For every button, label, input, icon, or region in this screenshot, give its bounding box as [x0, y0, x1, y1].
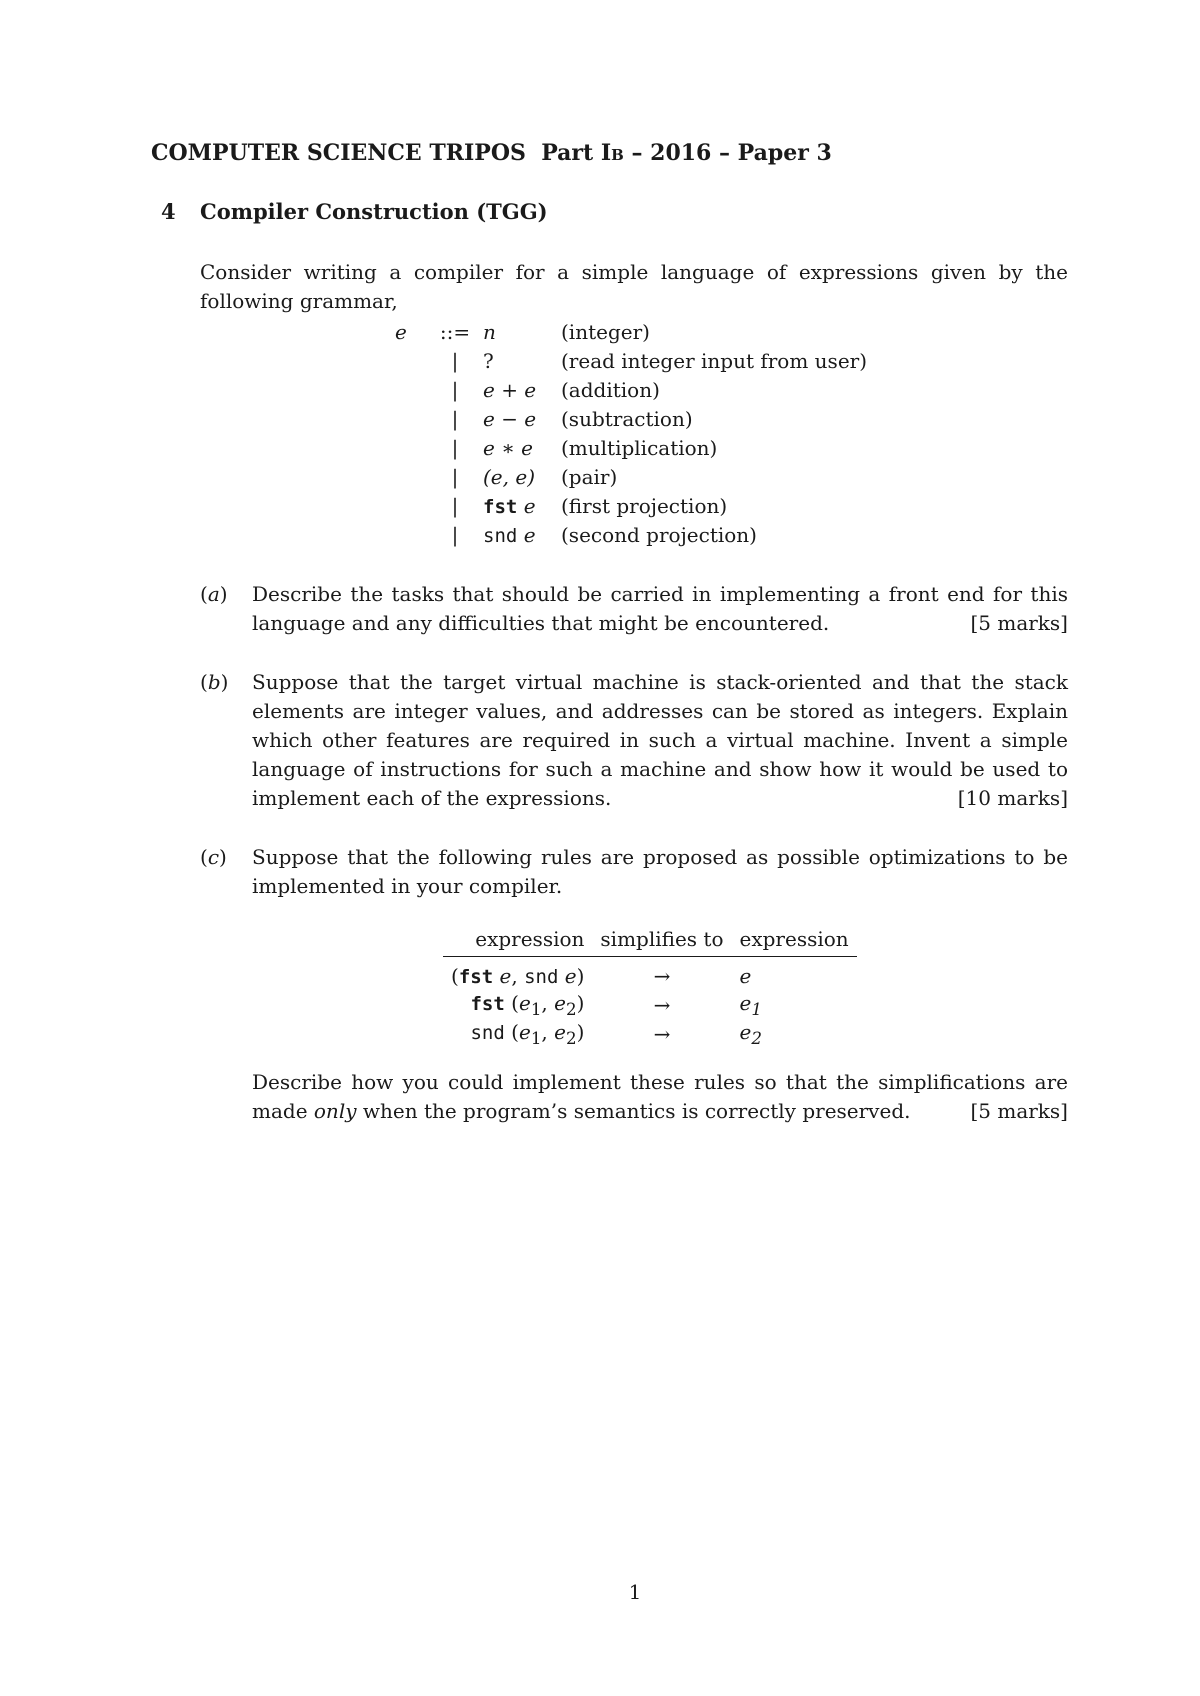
- part-b-label: (b): [200, 670, 229, 694]
- grammar-prod: e + e: [483, 377, 537, 402]
- grammar-prod: (e, e): [483, 464, 535, 489]
- rules-row: [443, 990, 857, 1019]
- grammar-row: [395, 346, 867, 375]
- grammar-row: [395, 520, 867, 549]
- grammar-desc: (multiplication): [561, 435, 718, 460]
- part-a-marks: [5 marks]: [970, 611, 1068, 635]
- grammar-desc: (integer): [561, 319, 650, 344]
- followup-after: when the program’s semantics is correctly preserved.: [356, 1099, 911, 1123]
- grammar-bar: |: [451, 377, 459, 402]
- header-prefix: COMPUTER SCIENCE TRIPOS Part: [151, 140, 601, 166]
- rules-header-row: [443, 926, 857, 957]
- part-a-text: [252, 580, 1068, 638]
- rules-rhs: $e_2$: [739, 1019, 762, 1048]
- grammar-define: ::=: [439, 319, 471, 344]
- prod-arg: e: [523, 522, 536, 547]
- grammar-table: [395, 317, 867, 549]
- grammar-prod: [483, 520, 561, 549]
- rules-lhs: fst ($e_1$, $e_2$): [470, 990, 585, 1019]
- grammar-prod: n: [483, 319, 496, 344]
- grammar-bar: |: [451, 493, 459, 518]
- grammar-bar: |: [451, 406, 459, 431]
- grammar-bar: |: [451, 522, 459, 547]
- part-b-marks: [10 marks]: [957, 786, 1068, 810]
- rules-header-simplifies: simplifies to: [592, 926, 731, 957]
- rules-arrow: →: [653, 963, 671, 988]
- grammar-bar: |: [451, 348, 459, 373]
- grammar-desc: (first projection): [561, 493, 728, 518]
- rules-row: [443, 1019, 857, 1048]
- part-b-text: [252, 668, 1068, 813]
- rules-rhs: $e_1$: [739, 990, 762, 1019]
- keyword-fst: fst: [483, 495, 518, 518]
- keyword-snd: snd: [483, 524, 518, 547]
- header-suffix: – 2016 – Paper 3: [623, 140, 832, 166]
- part-c-followup: [252, 1068, 1068, 1126]
- rules-lhs: (fst e, snd e): [451, 963, 585, 988]
- question-number: 4: [161, 199, 176, 224]
- part-a-label: (a): [200, 582, 228, 606]
- rules-lhs: snd ($e_1$, $e_2$): [470, 1019, 585, 1048]
- rules-rhs: e: [739, 963, 752, 988]
- grammar-prod: e − e: [483, 406, 537, 431]
- rules-row: [443, 957, 857, 991]
- part-c-label: (c): [200, 845, 227, 869]
- grammar-lhs: e: [395, 319, 407, 344]
- grammar-row: [395, 317, 867, 346]
- question-title: Compiler Construction (TGG): [200, 199, 548, 224]
- grammar-desc: (pair): [561, 464, 618, 489]
- grammar-row: [395, 433, 867, 462]
- rules-arrow: →: [653, 1021, 671, 1046]
- optimization-rules-table: [443, 926, 857, 1048]
- rules-arrow: →: [653, 992, 671, 1017]
- rules-header-expression: expression: [443, 926, 592, 957]
- page-number: 1: [628, 1580, 642, 1604]
- rules-header-result: expression: [732, 926, 857, 957]
- grammar-bar: |: [451, 464, 459, 489]
- grammar-desc: (addition): [561, 377, 660, 402]
- part-c-marks: [5 marks]: [970, 1099, 1068, 1123]
- intro-paragraph: Consider writing a compiler for a simple language of expressions given by the following grammar,: [200, 260, 1068, 313]
- grammar-bar: |: [451, 435, 459, 460]
- exam-header: [151, 140, 832, 166]
- prod-arg: e: [523, 493, 536, 518]
- grammar-desc: (subtraction): [561, 406, 693, 431]
- part-a-question: Describe the tasks that should be carried in implementing a front end for this language and any difficulties that might be encountered.: [252, 582, 1068, 635]
- grammar-row: [395, 404, 867, 433]
- grammar-prod: [483, 491, 561, 520]
- part-b-question: Suppose that the target virtual machine is stack-oriented and that the stack elements are integer values, and addresses can be stored as integers. Explain which other features are required in such a virtual machine. Invent a simple language of instructions for such a machine and show how it would be used to implement each of the expressions.: [252, 670, 1068, 810]
- part-c-text: Suppose that the following rules are proposed as possible optimizations to be implemented in your compiler.: [252, 845, 1068, 898]
- grammar-row: [395, 462, 867, 491]
- header-part: Ib: [600, 140, 624, 166]
- grammar-row: [395, 375, 867, 404]
- grammar-desc: (second projection): [561, 522, 757, 547]
- followup-before: Describe how you could implement these rules so that the simplifications are made: [252, 1070, 1068, 1123]
- grammar-desc: (read integer input from user): [561, 348, 868, 373]
- grammar-row: [395, 491, 867, 520]
- followup-emph: only: [313, 1099, 357, 1123]
- grammar-prod: ?: [483, 348, 494, 373]
- grammar-prod: e ∗ e: [483, 435, 533, 460]
